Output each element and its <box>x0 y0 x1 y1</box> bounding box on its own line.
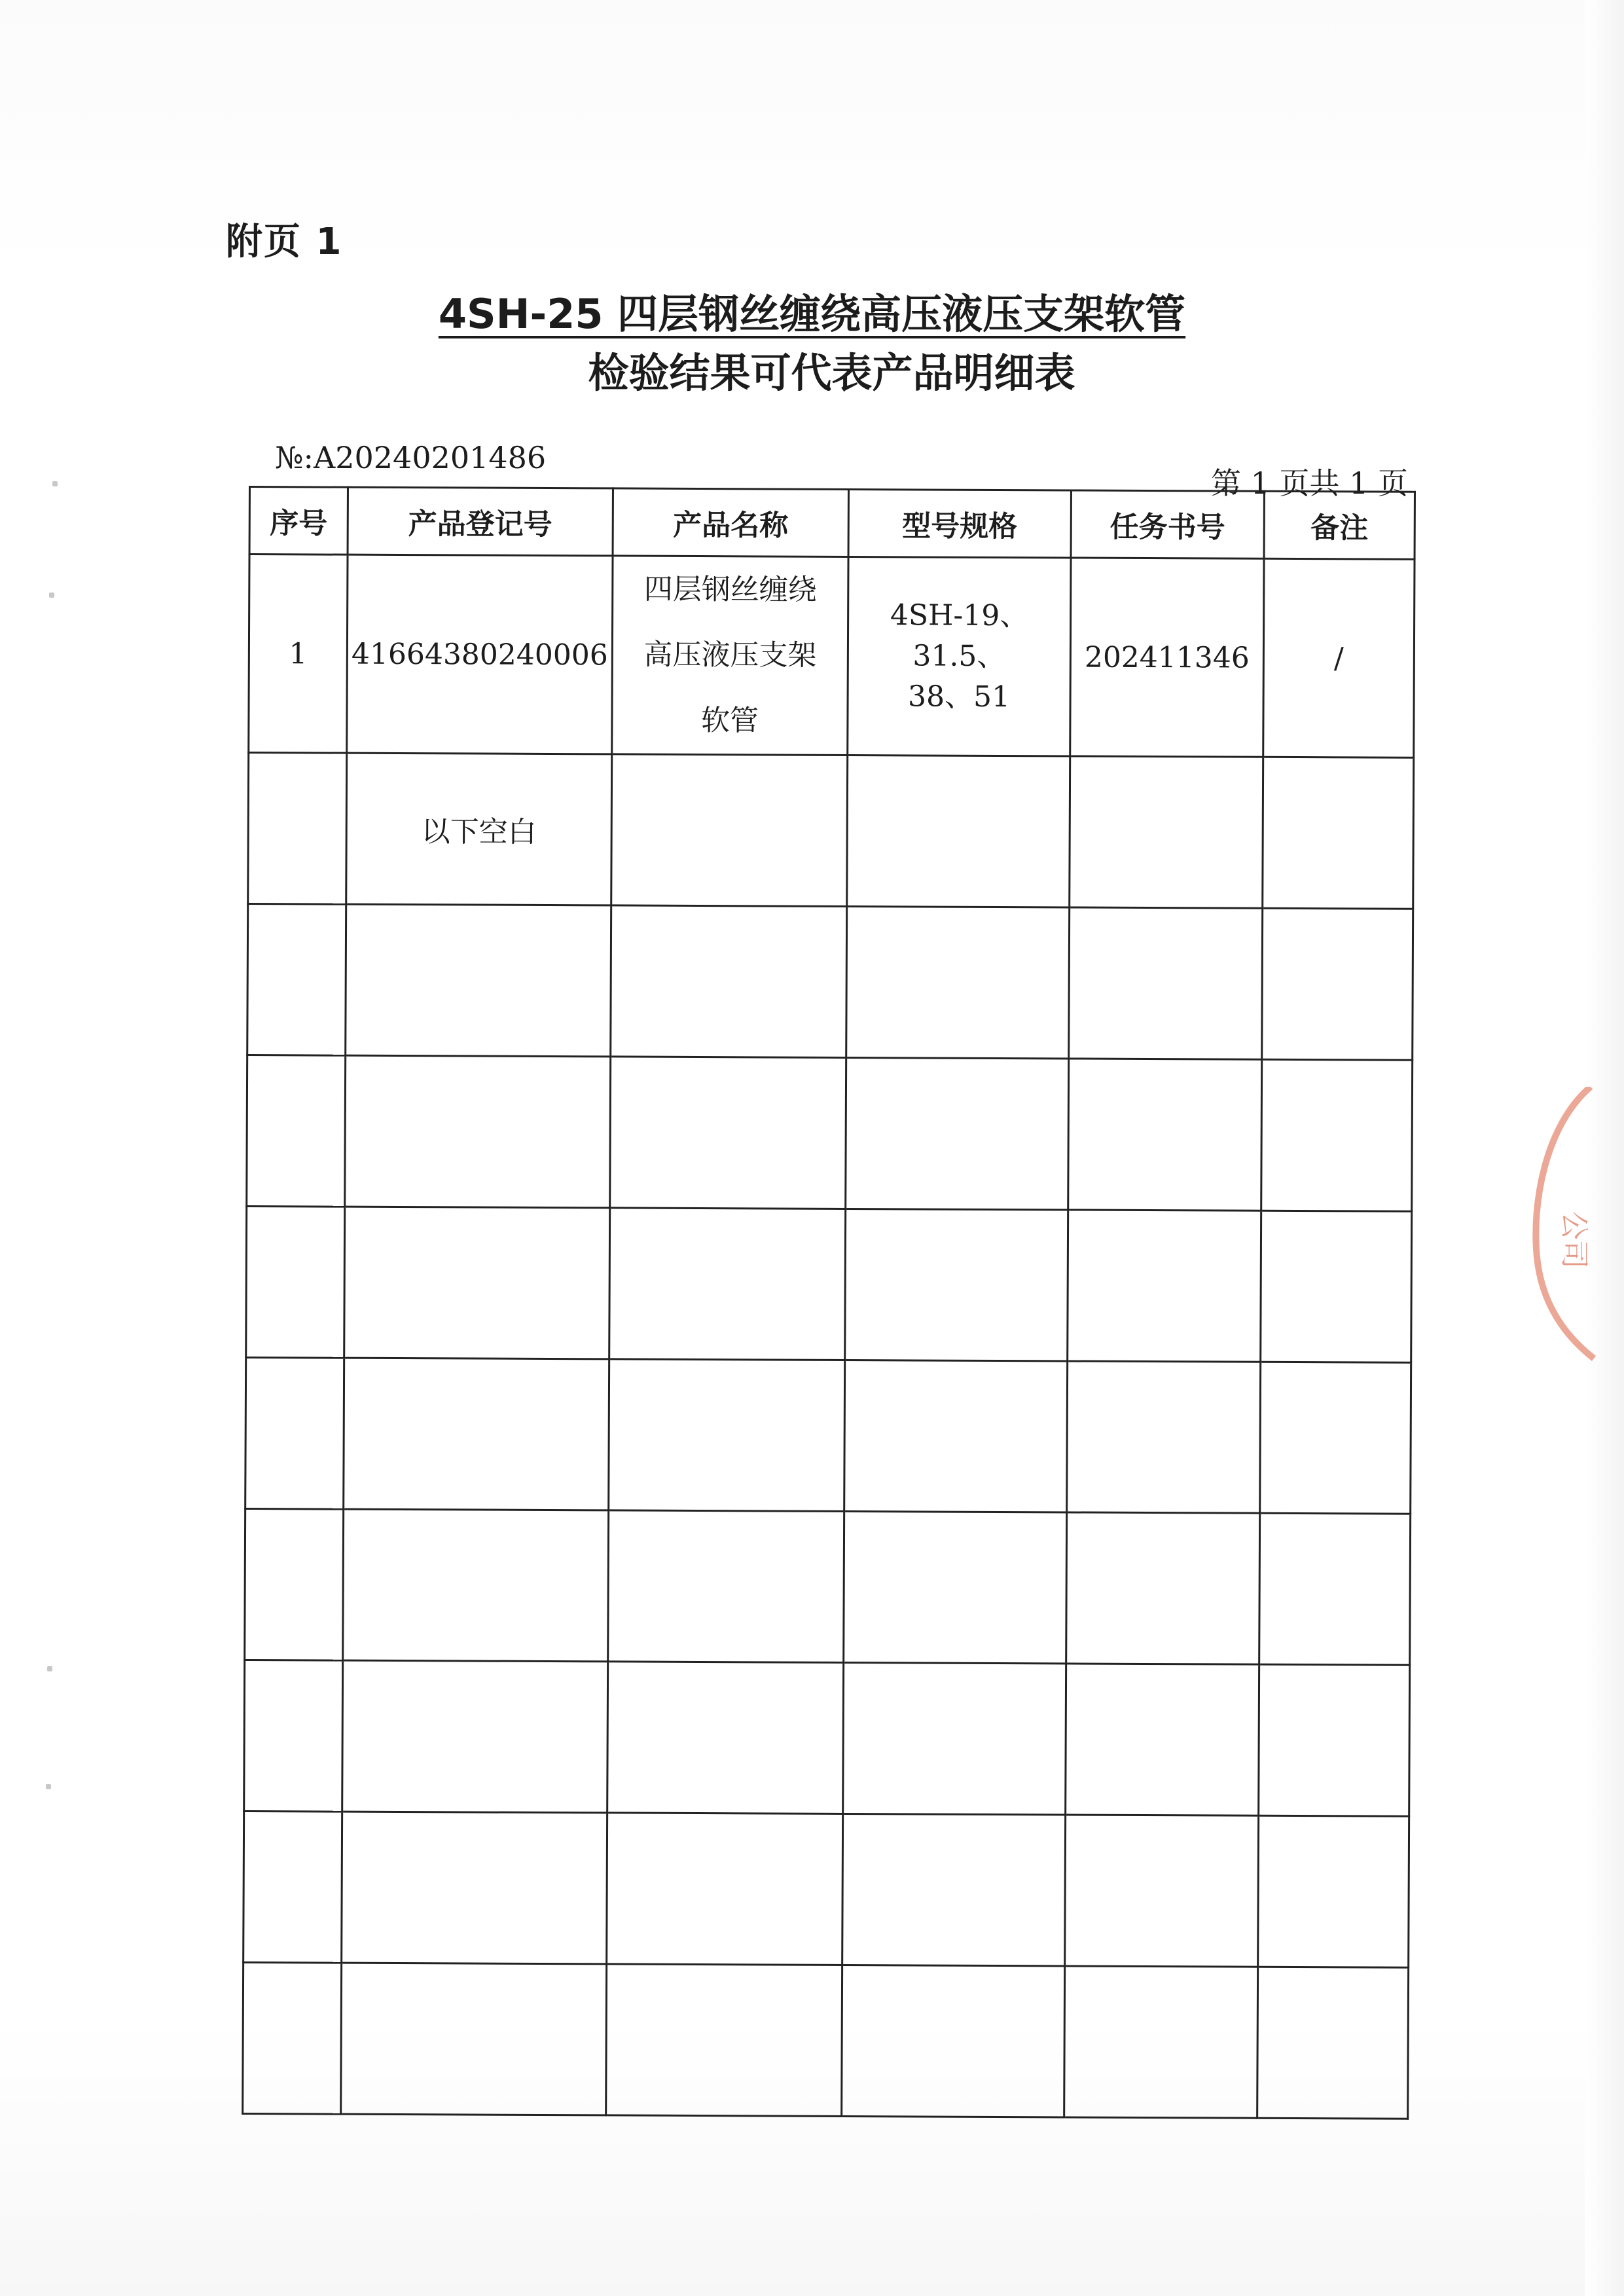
column-header-remark: 备注 <box>1264 491 1415 559</box>
empty-cell <box>1066 1664 1259 1815</box>
empty-cell <box>1260 1362 1411 1514</box>
page-count: 第 1 页共 1 页 <box>1210 465 1408 501</box>
product-name-line: 软管 <box>700 704 759 738</box>
empty-cell <box>606 1964 842 2117</box>
empty-rows <box>243 904 1413 2119</box>
empty-cell <box>245 1508 344 1660</box>
empty-cell <box>1069 907 1263 1059</box>
empty-cell <box>842 1813 1066 1965</box>
empty-cell <box>607 1662 844 1814</box>
empty-cell <box>1259 1664 1410 1816</box>
table-row-empty <box>247 1055 1413 1211</box>
table-row <box>248 753 1414 909</box>
scan-mark <box>46 1784 51 1789</box>
column-header-task-no: 任务书号 <box>1071 490 1264 558</box>
cell-remark <box>1263 757 1414 909</box>
empty-cell <box>342 1812 607 1964</box>
table-row-empty <box>246 1206 1412 1362</box>
empty-cell <box>343 1509 609 1662</box>
empty-cell <box>346 904 611 1057</box>
empty-cell <box>846 1057 1069 1209</box>
empty-cell <box>342 1660 608 1813</box>
table-row-empty <box>243 1962 1409 2119</box>
empty-cell <box>1261 1211 1412 1362</box>
column-header-product-name: 产品名称 <box>613 488 848 557</box>
product-name-line: 四层钢丝缠绕 <box>643 572 817 607</box>
empty-cell <box>845 1209 1068 1360</box>
cell-task-no: 202411346 <box>1070 558 1264 757</box>
empty-cell <box>1068 1059 1262 1211</box>
table-row-empty <box>245 1508 1411 1665</box>
empty-cell <box>245 1357 344 1509</box>
empty-cell <box>1259 1513 1411 1665</box>
empty-cell <box>842 1965 1065 2117</box>
column-header-registration-no: 产品登记号 <box>348 487 613 556</box>
column-header-index: 序号 <box>249 487 348 555</box>
empty-cell <box>610 1057 846 1209</box>
document-subtitle: 检验结果可代表产品明细表 <box>588 349 1075 397</box>
empty-cell <box>844 1360 1068 1512</box>
scan-mark <box>52 481 58 486</box>
empty-cell <box>1066 1512 1260 1664</box>
empty-cell <box>846 906 1070 1058</box>
empty-cell <box>344 1358 609 1510</box>
table-row-empty <box>244 1811 1409 1967</box>
cell-spec <box>848 556 1071 756</box>
table-row-empty <box>245 1357 1411 1514</box>
empty-cell <box>608 1510 844 1663</box>
document-number: №:A20240201486 <box>275 440 547 475</box>
cell-index <box>248 753 347 905</box>
empty-cell <box>1258 1815 1409 1967</box>
spec-line: 38、51 <box>907 680 1011 714</box>
empty-cell <box>344 1207 610 1359</box>
empty-cell <box>247 1055 346 1207</box>
empty-cell <box>844 1511 1067 1663</box>
seal-stamp-fragment <box>1525 1087 1597 1362</box>
cell-task-no <box>1070 756 1263 908</box>
document-title <box>0 282 1624 340</box>
empty-cell <box>607 1813 843 1965</box>
cell-index: 1 <box>249 555 348 754</box>
empty-cell <box>345 1055 611 1208</box>
table-header-row <box>249 487 1415 560</box>
empty-cell <box>1065 1815 1259 1967</box>
empty-cell <box>1257 1967 1409 2119</box>
empty-cell <box>1067 1361 1261 1513</box>
table-row <box>249 555 1415 758</box>
cell-spec <box>847 755 1070 907</box>
empty-cell <box>244 1660 343 1812</box>
empty-cell <box>246 1206 345 1358</box>
column-header-spec: 型号规格 <box>848 489 1071 557</box>
attachment-label: 附页 1 <box>226 221 343 263</box>
spec-line: 4SH-19、31.5、 <box>890 598 1029 674</box>
scan-mark <box>49 592 54 598</box>
cell-blank-note: 以下空白 <box>346 753 612 905</box>
empty-cell <box>1064 1966 1258 2118</box>
empty-cell <box>611 905 847 1058</box>
empty-cell <box>843 1662 1066 1814</box>
table-row-empty <box>247 904 1413 1061</box>
empty-cell <box>1261 1059 1413 1211</box>
table-row-empty <box>244 1660 1410 1816</box>
empty-cell <box>1262 908 1413 1060</box>
empty-cell <box>244 1811 342 1963</box>
empty-cell <box>609 1359 845 1512</box>
document-title-text: 4SH-25 四层钢丝缠绕高压液压支架软管 <box>438 290 1186 338</box>
product-name-line: 高压液压支架 <box>643 638 817 672</box>
product-detail-table <box>242 486 1416 2120</box>
scan-mark <box>47 1666 52 1671</box>
seal-text: 公司 <box>1557 1211 1591 1269</box>
cell-product-name <box>612 556 848 756</box>
cell-registration-no: 41664380240006 <box>347 555 613 754</box>
empty-cell <box>1068 1210 1261 1362</box>
empty-cell <box>341 1963 607 2115</box>
cell-remark: / <box>1263 558 1415 757</box>
empty-cell <box>609 1208 846 1360</box>
empty-cell <box>243 1962 342 2114</box>
empty-cell <box>247 904 346 1056</box>
cell-product-name <box>611 754 848 907</box>
